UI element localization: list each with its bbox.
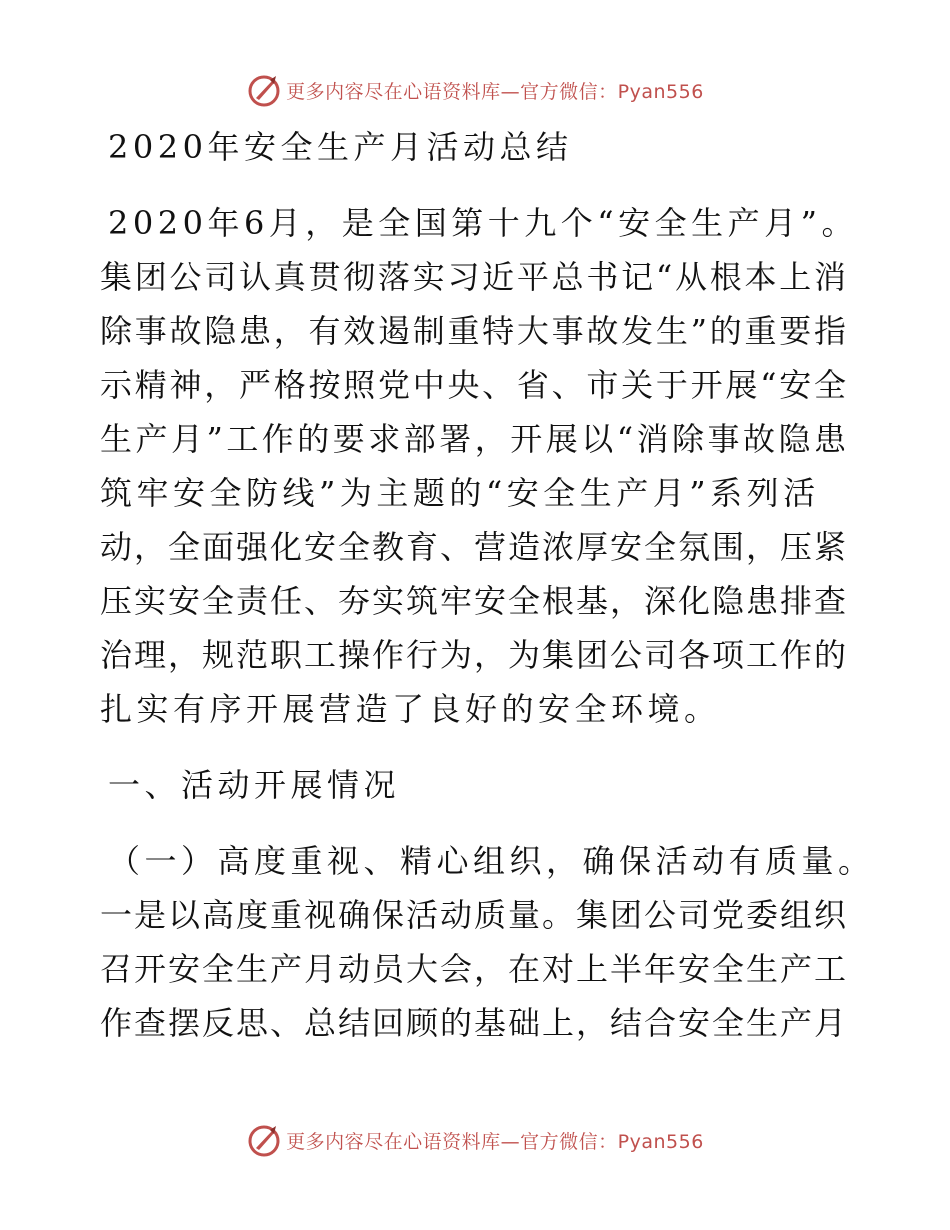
text-line: 示精神，严格按照党中央、省、市关于开展“安全	[100, 366, 846, 404]
wechat-id: Pyan556	[617, 1130, 704, 1153]
text-line: 作查摆反思、总结回顾的基础上，结合安全生产月	[100, 1004, 846, 1042]
watermark-text: 更多内容尽在心语资料库—官方微信：Pyan556	[286, 1130, 704, 1153]
paragraph-intro	[100, 196, 859, 736]
section-heading: 一、活动开展情况	[108, 766, 401, 804]
text-line: 集团公司认真贯彻落实习近平总书记“从根本上消	[100, 258, 846, 296]
text-line: 治理，规范职工操作行为，为集团公司各项工作的	[100, 636, 846, 674]
subsection-heading: （一）高度重视、精心组织，确保活动有质量。	[108, 842, 875, 880]
text-line: 动，全面强化安全教育、营造浓厚安全氛围，压紧	[100, 528, 846, 566]
watermark-text: 更多内容尽在心语资料库—官方微信：Pyan556	[286, 80, 704, 103]
wechat-id: Pyan556	[617, 80, 704, 103]
text-line: 召开安全生产月动员大会，在对上半年安全生产工	[100, 950, 846, 988]
text-line: 压实安全责任、夯实筑牢安全根基，深化隐患排查	[100, 582, 846, 620]
quill-logo-icon	[246, 72, 282, 108]
paragraph-body	[100, 888, 850, 1050]
text-line: 筑牢安全防线”为主题的“安全生产月”系列活	[100, 474, 820, 512]
document-title: 2020年安全生产月活动总结	[108, 128, 573, 166]
text-line: 一是以高度重视确保活动质量。集团公司党委组织	[100, 896, 846, 934]
text-line: 除事故隐患，有效遏制重特大事故发生”的重要指	[100, 312, 846, 350]
footer-watermark	[0, 1115, 950, 1165]
document-body	[100, 120, 875, 1050]
text-line: 扎实有序开展营造了良好的安全环境。	[100, 690, 721, 728]
text-line: 2020年6月，是全国第十九个“安全生产月”。	[108, 204, 859, 242]
quill-logo-icon	[246, 1122, 282, 1158]
text-line: 生产月”工作的要求部署，开展以“消除事故隐患	[100, 420, 846, 458]
header-watermark	[0, 65, 950, 115]
